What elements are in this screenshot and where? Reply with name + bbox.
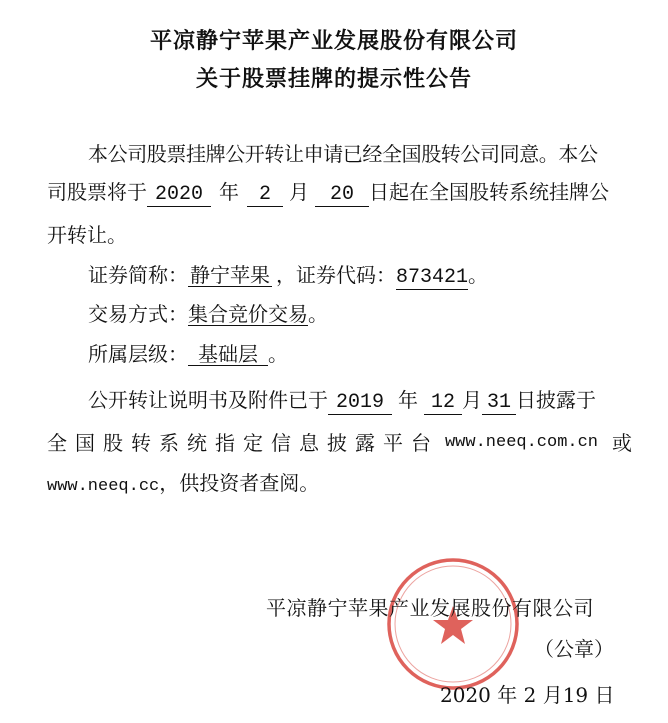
seal-note: （公章） — [534, 637, 614, 661]
paragraph-1-line-2: 司股票将于 2020 年 2 月 20 日起在全国股转系统挂牌公 — [47, 180, 609, 206]
company-seal — [383, 554, 523, 694]
website-link-2[interactable]: www.neeq.cc — [47, 477, 160, 496]
listing-month: 2 — [247, 184, 283, 207]
platform-text: 全 国 股 转 系 统 指 定 信 息 披 露 平 台 — [47, 431, 431, 455]
footer-company: 平凉静宁苹果产业发展股份有限公司 — [266, 596, 594, 620]
trading-method: 集合竞价交易 — [188, 302, 308, 326]
paragraph-1-line-1: 本公司股票挂牌公开转让申请已经全国股转公司同意。本公 — [88, 142, 598, 166]
paragraph-2-line-1: 公开转让说明书及附件已于 2019 年 12 月 31 日披露于 — [88, 388, 596, 414]
disclosure-day: 31 — [482, 392, 516, 415]
tier-line: 所属层级： 基础层 。 — [88, 342, 288, 366]
website-link-1[interactable]: www.neeq.com.cn — [444, 433, 599, 452]
announcement-date: 2020 年 2 月19 日 — [440, 683, 615, 707]
seal-mark — [389, 560, 517, 688]
disclosure-month: 12 — [424, 392, 462, 415]
security-name: 静宁苹果 — [190, 263, 270, 287]
security-line: 证券简称： 静宁苹果 ，证券代码：873421。 — [88, 263, 488, 289]
announcement-title: 关于股票挂牌的提示性公告 — [195, 67, 472, 92]
paragraph-1-line-3: 开转让。 — [47, 223, 127, 247]
company-title: 平凉静宁苹果产业发展股份有限公司 — [149, 29, 518, 54]
tier-value: 基础层 — [188, 343, 268, 366]
security-code: 873421 — [396, 266, 469, 289]
trading-method-line: 交易方式：集合竞价交易。 — [88, 302, 328, 326]
listing-day: 20 — [315, 184, 369, 207]
disclosure-year: 2019 — [328, 392, 392, 415]
paragraph-2-line-3: www.neeq.cc，供投资者查阅。 — [47, 471, 320, 496]
listing-year: 2020 — [147, 184, 211, 207]
paragraph-2-line-2: 全 国 股 转 系 统 指 定 信 息 披 露 平 台 www.neeq.com.cn 或 — [47, 431, 632, 455]
